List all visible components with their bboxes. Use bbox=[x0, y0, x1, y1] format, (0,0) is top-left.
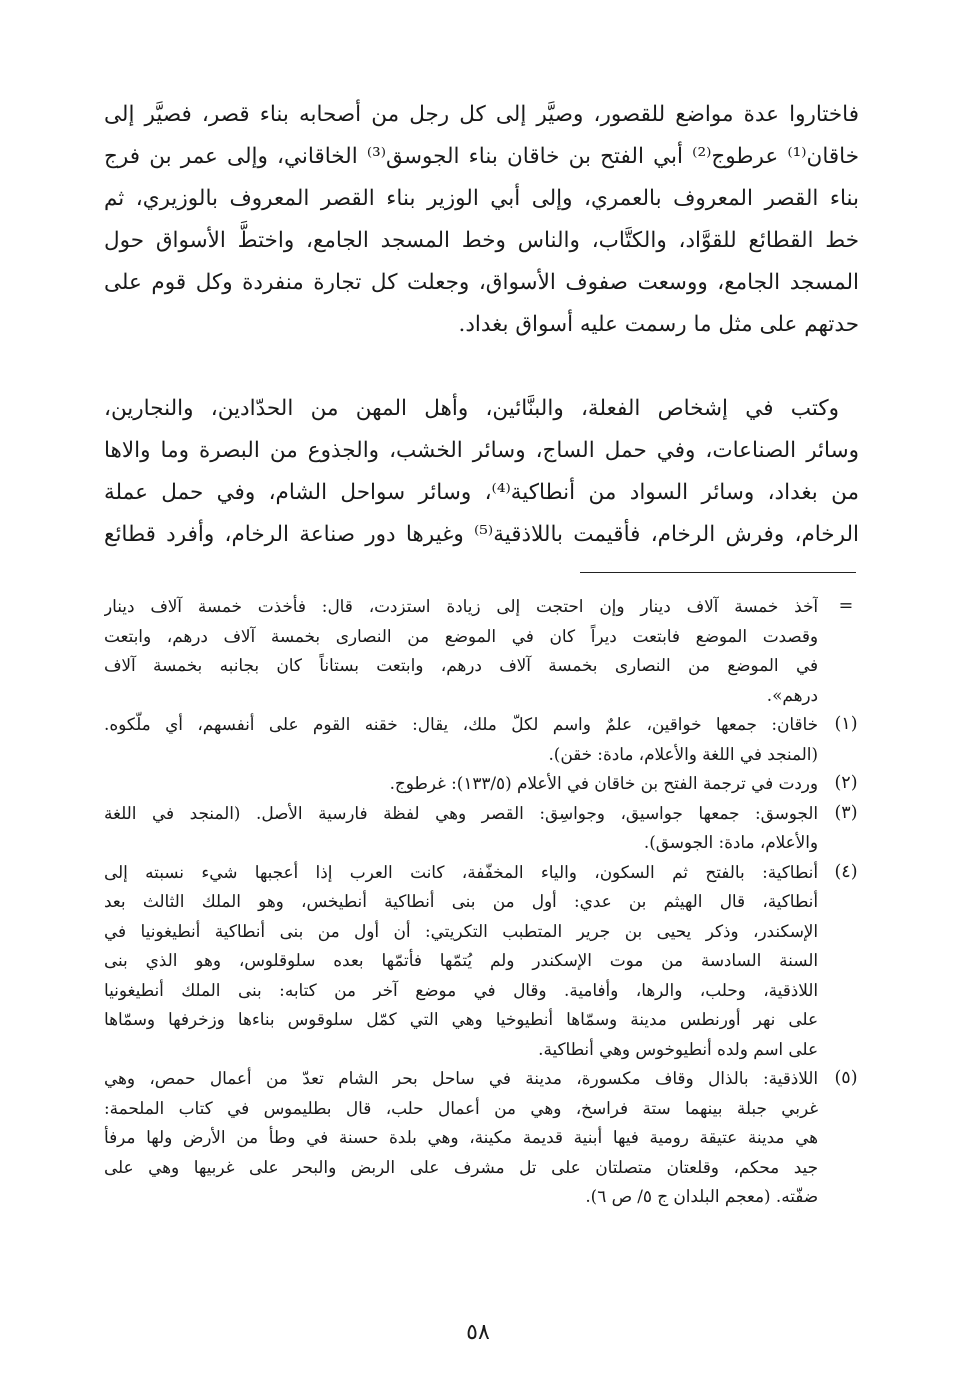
page-number: ٥٨ bbox=[466, 1320, 490, 1345]
body-paragraph-2 bbox=[104, 388, 859, 556]
footnote-5 bbox=[104, 1064, 866, 1212]
footnote-line: درهم». bbox=[766, 684, 818, 705]
footnote-1 bbox=[104, 710, 866, 769]
text-line: الرخام، وفرش الرخام، فأقيمت باللاذقية⁽⁵⁾ وغيرها دور صناعة الرخام، وأفرد قطائع bbox=[104, 522, 859, 547]
footnote-line: اللاذقية: بالذال وقاف مكسورة، مدينة في ساحل بحر الشام تعدّ من أعمال حمص، وهي bbox=[104, 1068, 818, 1088]
footnote-line: أنطاكية: بالفتح ثم السكون، والياء المخفّفة، كانت العرب إذا أعجبها شيء نسبته إلى bbox=[104, 861, 818, 882]
footnote-line: أنطاكية، قال الهيثم بن عدي: أول من بنى أنطاكية أنطيخس، وهو الملك الثالث بعد bbox=[104, 891, 818, 911]
footnote-line: آخذ خمسة آلاف دينار وإن احتجت إلى زيادة استزدت، قال: فأخذت خمسة آلاف دينار bbox=[104, 596, 818, 616]
footnote-line: السنة السادسة من موت الإسكندر ولم يُتمّها فأتمّها بعده سلوقلوس، وهو الذي بنى bbox=[104, 950, 818, 970]
text-line: بناء القصر المعروف بالعمري، وإلى أبي الوزير بناء القصر المعروف بالوزيري، ثم bbox=[104, 186, 859, 211]
footnote-line: غربي جبلة بينهما ستة فراسخ، وهي من أعمال حلب، قال بطليموس في كتاب الملحمة: bbox=[104, 1097, 818, 1118]
footnote-3 bbox=[104, 799, 866, 858]
footnote-line: الإسكندر، وذكر يحيى بن جرير المتطبب التكريتي: أن أول من بنى أنطاكية أنطيغونيا في bbox=[104, 920, 818, 941]
footnote-line: خاقان: جمعها خواقين، علمٌ واسم لكلّ ملك، يقال: خقنه القوم على أنفسهم، أي ملّكوه. bbox=[104, 714, 818, 734]
text-line: خاقان⁽¹⁾ عرطوج⁽²⁾ أبي الفتح بن خاقان بناء الجوسق⁽³⁾ الخاقاني، وإلى عمر بن فرج bbox=[104, 144, 859, 169]
footnote-line: الجوسق: جمعها جواسيق، وجواسِق: القصر وهي لفظة فارسية الأصل. (المنجد في اللغة bbox=[104, 802, 818, 823]
footnote-2 bbox=[104, 769, 866, 799]
footnote-marker: (٢) bbox=[834, 773, 858, 793]
text-line: من بغداد، وسائر السواد من أنطاكية⁽⁴⁾، وسائر سواحل الشام، وفي حمل عملة bbox=[104, 480, 859, 505]
footnote-marker: (٣) bbox=[834, 802, 858, 823]
footnote-separator bbox=[580, 572, 856, 573]
footnote-line: والأعلام، مادة: الجوسق). bbox=[643, 832, 818, 852]
footnote-line: هي مدينة عتيقة رومية فيها أبنية قديمة مكينة، وهي بلدة حسنة في وطأ من الأرض ولها مرفأ bbox=[104, 1127, 818, 1147]
text-line: خط القطائع للقوَّاد، والكتَّاب، والناس وخط المسجد الجامع، واختطَّ الأسواق حول bbox=[104, 228, 859, 253]
footnote-line: وقصدت الموضع فابتعت ديراً كان في الموضع من النصارى بخمسة آلاف درهم، وابتعت bbox=[104, 625, 818, 646]
footnote-line: ضفّته. (معجم البلدان ج ٥/ ص ٦). bbox=[585, 1186, 818, 1206]
footnote-continued bbox=[104, 592, 866, 710]
footnote-4 bbox=[104, 858, 866, 1065]
text-line: وكتب في إشخاص الفعلة، والبنَّائين، وأهل المهن من الحدّادين، والنجارين، bbox=[104, 396, 839, 421]
text-line: حدتهم على مثل ما رسمت عليه أسواق بغداد. bbox=[458, 312, 859, 337]
text-line: فاختاروا عدة مواضع للقصور، وصيَّر إلى كل رجل من أصحابه بناء قصر، فصيَّر إلى bbox=[104, 102, 859, 127]
footnote-marker: (٥) bbox=[834, 1068, 858, 1088]
footnote-marker: (١) bbox=[834, 714, 858, 734]
footnote-line: على نهر أورنطس مدينة وسمّاها أنطيوخيا وهي التي كمّل سلوقوس بناءها وزخرفها وسمّاها bbox=[104, 1009, 818, 1029]
footnote-marker: = bbox=[838, 596, 854, 616]
footnote-line: في الموضع من النصارى بخمسة آلاف درهم، وابتعت بستاناً كان بجانبه بخمسة آلاف bbox=[104, 655, 818, 675]
text-line: وسائر الصناعات، وفي حمل الساج، وسائر الخشب، والجذوع من البصرة وما والاها bbox=[104, 438, 859, 463]
footnote-line: على اسم ولده أنطيوخوس وهي أنطاكية. bbox=[538, 1038, 818, 1059]
text-line: المسجد الجامع، ووسعت صفوف الأسواق، وجعلت كل تجارة منفردة وكل قوم على bbox=[104, 270, 859, 295]
body-paragraph-1 bbox=[104, 94, 859, 346]
footnote-line: (المنجد في اللغة والأعلام، مادة: خقن). bbox=[548, 743, 818, 764]
footnotes bbox=[104, 592, 866, 1212]
footnote-line: جيد محكم، وقلعتان متصلتان على تل مشرف على الربض والبحر على غربيها وهي على bbox=[104, 1156, 818, 1177]
footnote-line: وردت في ترجمة الفتح بن خاقان في الأعلام (١٣٣/٥): غرطوج. bbox=[389, 773, 818, 793]
footnote-line: اللاذقية، وحلب، والرها، وأفامية. وقال في موضع آخر من كتابه: بنى الملك أنطيغونيا bbox=[104, 979, 818, 1000]
footnote-marker: (٤) bbox=[834, 861, 858, 882]
